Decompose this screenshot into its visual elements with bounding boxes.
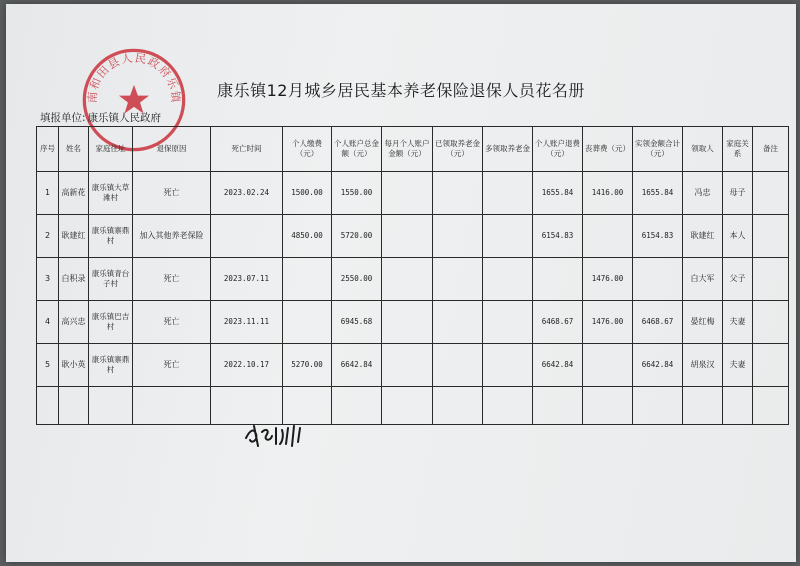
- header-cell: 个人账户总金额（元）: [332, 127, 382, 172]
- withdrawal-reason: 死亡: [133, 344, 211, 387]
- total-amount: 1655.84: [633, 172, 683, 215]
- death-date: 2022.10.17: [211, 344, 283, 387]
- total-amount: [633, 258, 683, 301]
- empty-cell: [59, 387, 89, 425]
- empty-cell: [723, 387, 753, 425]
- remark: [753, 215, 789, 258]
- death-date: 2023.11.11: [211, 301, 283, 344]
- pension-received: [433, 344, 483, 387]
- remark: [753, 344, 789, 387]
- pension-received: [433, 301, 483, 344]
- empty-cell: [683, 387, 723, 425]
- empty-table-row: [37, 387, 789, 425]
- remark: [753, 301, 789, 344]
- pension-received: [433, 258, 483, 301]
- recipient: 白大军: [683, 258, 723, 301]
- funeral-fee: [583, 215, 633, 258]
- death-date: 2023.02.24: [211, 172, 283, 215]
- table-header-row: [37, 127, 789, 172]
- family-relation: 夫妻: [723, 344, 753, 387]
- empty-cell: [483, 387, 533, 425]
- account-refund: 6154.83: [533, 215, 583, 258]
- family-relation: 夫妻: [723, 301, 753, 344]
- funeral-fee: [583, 344, 633, 387]
- page-title: 康乐镇12月城乡居民基本养老保险退保人员花名册: [217, 81, 585, 100]
- withdrawal-reason: 加入其他养老保险: [133, 215, 211, 258]
- recipient: 晏红梅: [683, 301, 723, 344]
- monthly-amount: [382, 301, 433, 344]
- remark: [753, 172, 789, 215]
- table-row: [37, 344, 789, 387]
- home-address: 康乐镇青台子村: [89, 258, 133, 301]
- account-refund: 6468.67: [533, 301, 583, 344]
- total-amount: 6468.67: [633, 301, 683, 344]
- pension-overpaid: [483, 258, 533, 301]
- header-cell: 领取人: [683, 127, 723, 172]
- funeral-fee: 1476.00: [583, 301, 633, 344]
- table-row: [37, 215, 789, 258]
- recipient: 冯忠: [683, 172, 723, 215]
- account-refund: 1655.84: [533, 172, 583, 215]
- empty-cell: [433, 387, 483, 425]
- empty-cell: [211, 387, 283, 425]
- header-cell: 丧葬费（元）: [583, 127, 633, 172]
- home-address: 康乐镇大草滩村: [89, 172, 133, 215]
- total-amount: 6154.83: [633, 215, 683, 258]
- person-name: 高兴忠: [59, 301, 89, 344]
- empty-cell: [583, 387, 633, 425]
- home-address: 康乐镇寨鼎村: [89, 344, 133, 387]
- header-cell: 个人账户退费（元）: [533, 127, 583, 172]
- funeral-fee: 1416.00: [583, 172, 633, 215]
- person-name: 白积录: [59, 258, 89, 301]
- empty-cell: [753, 387, 789, 425]
- account-refund: 6642.84: [533, 344, 583, 387]
- empty-cell: [633, 387, 683, 425]
- account-total: 6945.68: [332, 301, 382, 344]
- personal-contribution: 5270.00: [283, 344, 332, 387]
- header-cell: 家庭关系: [723, 127, 753, 172]
- header-cell: 实领金额合计（元）: [633, 127, 683, 172]
- header-cell: 退保原因: [133, 127, 211, 172]
- row-number: 1: [37, 172, 59, 215]
- pension-overpaid: [483, 344, 533, 387]
- reporting-unit-value: 康乐镇人民政府: [87, 112, 162, 124]
- monthly-amount: [382, 172, 433, 215]
- empty-cell: [37, 387, 59, 425]
- reporting-unit-label: 填报单位:: [40, 112, 86, 124]
- row-number: 3: [37, 258, 59, 301]
- recipient: 耿建红: [683, 215, 723, 258]
- header-cell: 每月个人账户金额（元）: [382, 127, 433, 172]
- personal-contribution: [283, 258, 332, 301]
- withdrawal-reason: 死亡: [133, 258, 211, 301]
- pension-received: [433, 172, 483, 215]
- header-cell: 备注: [753, 127, 789, 172]
- pension-overpaid: [483, 301, 533, 344]
- pension-overpaid: [483, 172, 533, 215]
- personal-contribution: 1500.00: [283, 172, 332, 215]
- header-cell: 姓名: [59, 127, 89, 172]
- recipient: 胡泉汉: [683, 344, 723, 387]
- table-row: [37, 172, 789, 215]
- row-number: 2: [37, 215, 59, 258]
- empty-cell: [533, 387, 583, 425]
- row-number: 5: [37, 344, 59, 387]
- person-name: 高新花: [59, 172, 89, 215]
- header-cell: 已领取养老金（元）: [433, 127, 483, 172]
- family-relation: 本人: [723, 215, 753, 258]
- funeral-fee: 1476.00: [583, 258, 633, 301]
- retiree-roster-table: [36, 126, 789, 425]
- person-name: 耿建红: [59, 215, 89, 258]
- account-total: 2550.00: [332, 258, 382, 301]
- family-relation: 母子: [723, 172, 753, 215]
- header-cell: 多领取养老金: [483, 127, 533, 172]
- seal-text: 南和田县人民政府乐镇: [84, 50, 184, 105]
- reporting-unit: [40, 110, 161, 125]
- header-cell: 序号: [37, 127, 59, 172]
- empty-cell: [332, 387, 382, 425]
- empty-cell: [382, 387, 433, 425]
- home-address: 康乐镇寨鼎村: [89, 215, 133, 258]
- empty-cell: [89, 387, 133, 425]
- home-address: 康乐镇巴吉村: [89, 301, 133, 344]
- monthly-amount: [382, 215, 433, 258]
- empty-cell: [283, 387, 332, 425]
- death-date: [211, 215, 283, 258]
- header-cell: 死亡时间: [211, 127, 283, 172]
- remark: [753, 258, 789, 301]
- handwritten-signature: [242, 420, 318, 450]
- table-row: [37, 258, 789, 301]
- account-total: 6642.84: [332, 344, 382, 387]
- personal-contribution: [283, 301, 332, 344]
- monthly-amount: [382, 258, 433, 301]
- death-date: 2023.07.11: [211, 258, 283, 301]
- total-amount: 6642.84: [633, 344, 683, 387]
- header-cell: 个人缴费（元）: [283, 127, 332, 172]
- withdrawal-reason: 死亡: [133, 172, 211, 215]
- personal-contribution: 4850.00: [283, 215, 332, 258]
- header-cell: 家庭住址: [89, 127, 133, 172]
- account-refund: [533, 258, 583, 301]
- withdrawal-reason: 死亡: [133, 301, 211, 344]
- pension-overpaid: [483, 215, 533, 258]
- empty-cell: [133, 387, 211, 425]
- account-total: 1550.00: [332, 172, 382, 215]
- monthly-amount: [382, 344, 433, 387]
- table-row: [37, 301, 789, 344]
- family-relation: 父子: [723, 258, 753, 301]
- person-name: 耿小英: [59, 344, 89, 387]
- row-number: 4: [37, 301, 59, 344]
- document-sheet: [6, 4, 796, 562]
- pension-received: [433, 215, 483, 258]
- account-total: 5720.00: [332, 215, 382, 258]
